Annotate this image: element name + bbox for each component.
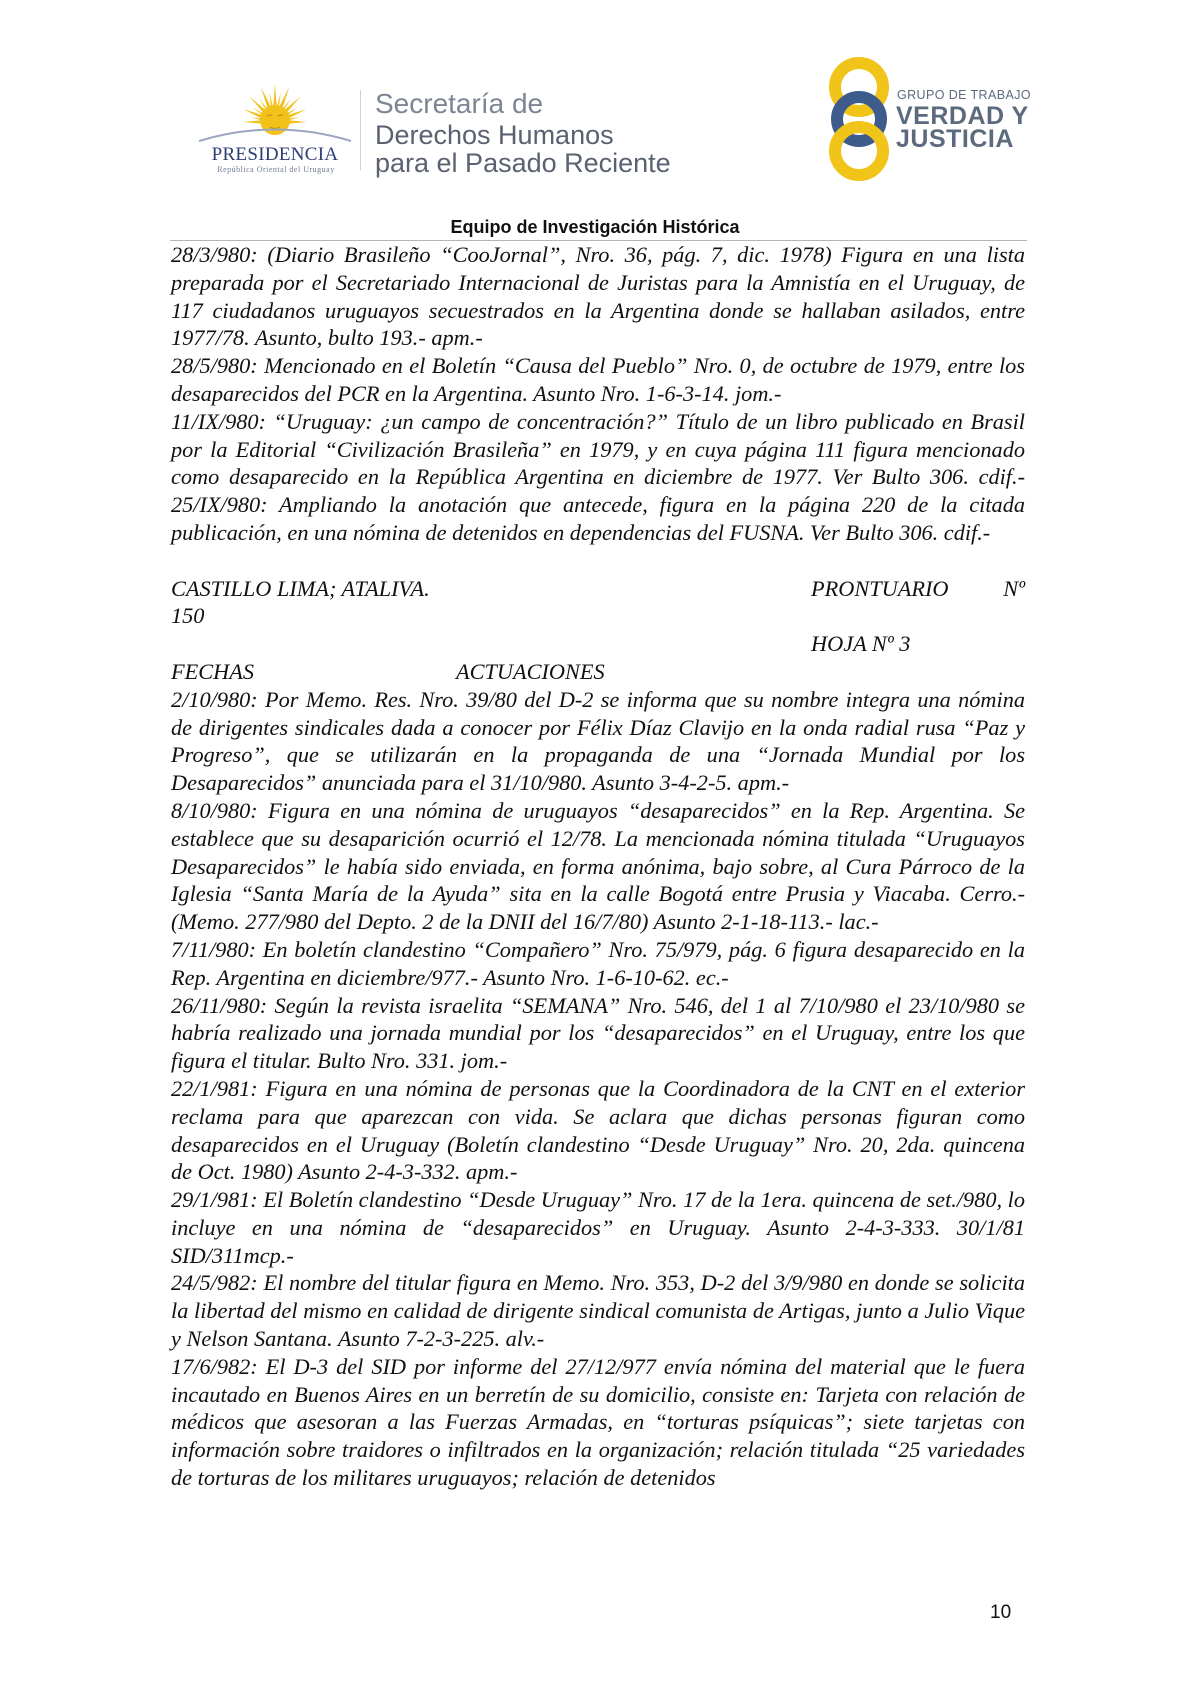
prontuario-label: PRONTUARIO Nº: [811, 575, 1025, 601]
entry-paragraph: 26/11/980: Según la revista israelita “SEMANA” Nro. 546, del 1 al 7/10/980 el 23/10/980 se habría realizado una jornada mundial por los “desaparecidos” en el Uruguay, entre los que figura el titular. Bulto Nro. 331. jom.-: [171, 992, 1025, 1074]
record-header: [171, 575, 1025, 631]
column-actuaciones: ACTUACIONES: [456, 658, 605, 684]
entry-paragraph: 8/10/980: Figura en una nómina de uruguayos “desaparecidos” en la Rep. Argentina. Se establece que su desaparición ocurrió el 12/78. La mencionada nómina titulada “Uruguayos Desaparecidos” le había sido enviada, en forma anónima, bajo sobre, al Cura Párroco de la Iglesia “Santa María de la Ayuda” sita en la calle Bogotá entre Prusia y Viacaba. Cerro.- (Memo. 277/980 del Depto. 2 de la DNII del 16/7/80) Asunto 2-1-18-113.- lac.-: [171, 797, 1025, 935]
page-header: [0, 0, 1190, 200]
hoja-number: HOJA Nº 3: [811, 631, 911, 657]
entry-paragraph: 2/10/980: Por Memo. Res. Nro. 39/80 del D-2 se informa que su nombre integra una nómina de dirigentes sindicales dada a conocer por Félix Díaz Clavijo en la onda radial rusa “Paz y Progreso”, que se utilizarán en la propaganda de una “Jornada Mundial por los Desaparecidos” anunciada para el 31/10/980. Asunto 3-4-2-5. apm.-: [171, 686, 1025, 796]
entry-paragraph: 17/6/982: El D-3 del SID por informe del 27/12/977 envía nómina del material que le fuera incautado en Buenos Aires en un berretín de su domicilio, consiste en: Tarjeta con relación de médicos que asesoran a las Fuerzas Armadas, en “torturas psíquicas”; siete tarjetas con información sobre traidores o infiltrados en la organización; relación titulada “25 variedades de torturas de los militares uruguayos; relación de detenidos: [171, 1353, 1025, 1491]
secretaria-line1: Secretaría de: [375, 88, 544, 119]
entry-paragraph: 28/5/980: Mencionado en el Boletín “Causa del Pueblo” Nro. 0, de octubre de 1979, entre los desaparecidos del PCR en la Argentina. Asunto Nro. 1-6-3-14. jom.-: [171, 353, 1025, 406]
prontuario-number: 150: [171, 603, 205, 629]
entry-paragraph: 22/1/981: Figura en una nómina de personas que la Coordinadora de la CNT en el exterior reclama para que aparezcan con vida. Se aclara que dichas personas figuran como desaparecidos en el Uruguay (Boletín clandestino “Desde Uruguay” Nro. 20, 2da. quincena de Oct. 1980) Asunto 2-4-3-332. apm.-: [171, 1075, 1025, 1185]
column-headers: [171, 658, 1025, 686]
team-title: Equipo de Investigación Histórica: [450, 217, 740, 237]
gtvj-label: GRUPO DE TRABAJO: [897, 88, 1031, 102]
document-body: [171, 241, 1025, 1492]
header-divider: [360, 90, 361, 170]
secretaria-line3: para el Pasado Reciente: [375, 148, 671, 178]
entry-paragraph: 28/3/980: (Diario Brasileño “CooJornal”, Nro. 36, pág. 7, dic. 1978) Figura en una lista preparada por el Secretariado Internacional de Juristas para la Amnistía en el Uruguay, de 117 ciudadanos uruguayos secuestrados en la Argentina donde se hallaban asilados, entre 1977/78. Asunto, bulto 193.- apm.-: [171, 242, 1025, 351]
page-number: 10: [990, 1602, 1012, 1623]
spacer: [171, 547, 1025, 575]
gtvj-line1: VERDAD Y: [896, 102, 1029, 130]
column-fechas: FECHAS: [171, 658, 254, 684]
entry-paragraph: 11/IX/980: “Uruguay: ¿un campo de concentración?” Título de un libro publicado en Brasil por la Editorial “Civilización Brasileña” en 1979, y en cuya página 111 figura mencionado como desaparecido en la República Argentina en diciembre de 1977. Ver Bulto 306. cdif.- 25/IX/980: Ampliando la anotación que antecede, figura en la página 220 de la citada publicación, en una nómina de detenidos en dependencias del FUSNA. Ver Bulto 306. cdif.-: [171, 408, 1025, 545]
entry-paragraph: 29/1/981: El Boletín clandestino “Desde Uruguay” Nro. 17 de la 1era. quincena de set./980, lo incluye en una nómina de “desaparecidos” en Uruguay. Asunto 2-4-3-333. 30/1/81 SID/311mcp.-: [171, 1187, 1025, 1268]
verdad-justicia-rings-logo: [820, 55, 898, 183]
record-name: CASTILLO LIMA; ATALIVA.: [171, 575, 430, 601]
secretaria-line2: Derechos Humanos: [375, 120, 614, 150]
entry-paragraph: 24/5/982: El nombre del titular figura en Memo. Nro. 353, D-2 del 3/9/980 en donde se solicita la libertad del mismo en calidad de dirigente sindical comunista de Artigas, junto a Julio Vique y Nelson Santana. Asunto 7-2-3-225. alv.-: [171, 1270, 1025, 1352]
gtvj-line2: JUSTICIA: [896, 125, 1014, 153]
entry-paragraph: 7/11/980: En boletín clandestino “Compañero” Nro. 75/979, pág. 6 figura desaparecido en la Rep. Argentina en diciembre/977.- Asunto Nro. 1-6-10-62. ec.-: [171, 936, 1025, 990]
presidencia-subtitle: República Oriental del Uruguay: [217, 165, 335, 174]
presidencia-name: PRESIDENCIA: [211, 144, 339, 165]
